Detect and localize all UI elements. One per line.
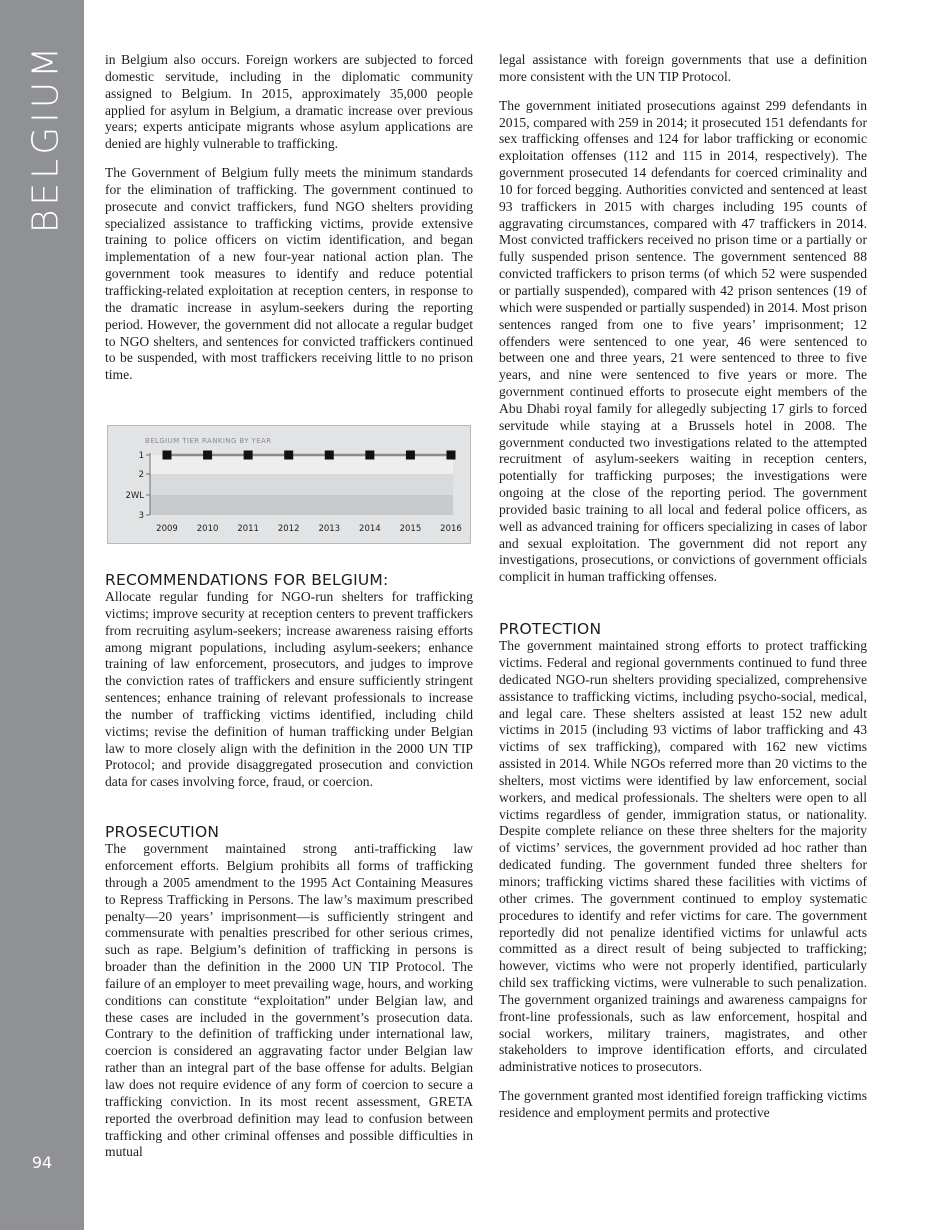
x-tick-label: 2015: [399, 524, 422, 535]
prosecution-paragraph: The government maintained strong anti-trafficking law enforcement efforts. Belgium prohibits all forms of trafficking through a 2005 amendment to the 1995 Act Containing Measures to Repress Trafficking in Persons. The law’s maximum prescribed penalty—20 years’ imprisonment—is sufficiently stringent and commensurate with penalties prescribed for other serious crimes, such as rape. Belgium’s definition of trafficking in persons is broader than the definition in the 2000 UN TIP Protocol. The failure of an employer to meet prevailing wage, hours, and working conditions can constitute “exploitation” under Belgian law, and these cases are included in the government’s prosecution data. Contrary to the definition of trafficking under international law, coercion is considered an aggravating factor under Belgian law rather than an integral part of the base offense for adults. Belgian law does not require evidence of any form of coercion to secure a trafficking conviction. In its most recent assessment, GRETA reported the overbroad definition may lead to confusion between trafficking and other criminal offenses and possible difficulties in mutual: [105, 841, 473, 1160]
right-column: [499, 52, 867, 1134]
x-tick-label: 2011: [237, 524, 259, 535]
y-tick-label: 3: [138, 511, 144, 522]
x-tick-label: 2014: [359, 524, 381, 535]
x-tick-label: 2009: [156, 524, 178, 535]
recommendations-heading: RECOMMENDATIONS FOR BELGIUM:: [105, 571, 389, 590]
prosecution-stats-paragraph: The government initiated prosecutions against 299 defendants in 2015, compared with 259 in 2014; it prosecuted 151 defendants for sex trafficking offenses and 124 for labor trafficking or economic exploitation offenses (112 and 115 in 2014, respectively). The government prosecuted 14 defendants for coerced criminality and 10 for forced begging. Authorities convicted and sentenced at least 93 traffickers in 2015 with charges including 195 counts of aggravating circumstances, compared with 47 traffickers in 2014. Most convicted traffickers received no prison time or a partially or fully suspended prison sentence. The government sentenced 88 convicted traffickers to prison terms (of which 52 were suspended or partially suspended), compared with 42 prison sentences (19 of which were suspended or partially suspended) in 2014. Most prison sentences ranged from one to five years’ imprisonment; 12 offenders were sentenced to one year, 46 were sentenced to between one and three years, 21 were sentenced to three to five years, and nine were sentenced to five years or more. The government continued efforts to prosecute eight members of the Abu Dhabi royal family for allegedly subjecting 17 girls to forced servitude while staying at a Brussels hotel in 2008. The government conducted two investigations related to the attempted recruitment of asylum-seekers waiting in reception centers, potentially for trafficking purposes; the investigations were ongoing at the close of the reporting period. The government provided basic training to all local and federal police officers, as well as advanced training for officers specializing in cases of labor and sexual exploitation. The government did not report any investigations, prosecutions, or convictions of government officials complicit in human trafficking offenses.: [499, 97, 867, 585]
x-tick-label: 2013: [318, 524, 341, 535]
intro-paragraph: in Belgium also occurs. Foreign workers are subjected to forced domestic servitude, including in the diplomatic community assigned to Belgium. In 2015, approximately 35,000 people applied for asylum in Belgium, a dramatic increase over previous years; experts anticipate migrants whose asylum applications are denied are highly vulnerable to trafficking.: [105, 52, 473, 152]
protection-heading: PROTECTION: [499, 620, 602, 639]
chart-title: BELGIUM TIER RANKING BY YEAR: [145, 437, 272, 446]
x-tick-label: 2016: [440, 524, 462, 535]
left-column: [105, 52, 473, 1173]
recommendations-paragraph: Allocate regular funding for NGO-run shelters for trafficking victims; improve security at reception centers to prevent traffickers from recruiting asylum-seekers; increase awareness raising efforts among migrant populations, including asylum-seekers; enhance training of law enforcement, prosecutors, and judges to improve the conviction rates of traffickers and ensure sufficiently stringent sentences; enhance training of relevant professionals to increase the number of trafficking victims identified, including child victims; revise the definition of human trafficking under Belgian law to more closely align with the definition in the 2000 UN TIP Protocol; and provide disaggregated prosecution and conviction data for cases involving force, fraud, or coercion.: [105, 589, 473, 790]
prosecution-heading: PROSECUTION: [105, 823, 220, 842]
data-point: [244, 451, 253, 460]
x-tick-label: 2010: [196, 524, 219, 535]
country-title: BELGIUM: [25, 42, 67, 234]
side-bar: [0, 0, 84, 1230]
data-point: [163, 451, 172, 460]
band-tier-2-2wl: [150, 474, 453, 495]
assessment-paragraph: The Government of Belgium fully meets the minimum standards for the elimination of trafficking. The government continued to prosecute and convict traffickers, fund NGO shelters providing specialized assistance to trafficking victims, provide extensive training to police officers on victim identification, and began implementation of a new four-year national action plan. The government took measures to identify and reduce potential trafficking-related exploitation at reception centers, in response to the dramatic increase in asylum-seekers during the reporting period. However, the government did not allocate a regular budget to NGO shelters, and sentences for convicted traffickers continued to be suspended, with most traffickers receiving little to no prison time.: [105, 165, 473, 383]
tier-ranking-chart: [107, 425, 471, 544]
data-point: [406, 451, 415, 460]
page-number: 94: [31, 1153, 53, 1172]
data-point: [447, 451, 456, 460]
legal-assistance-paragraph: legal assistance with foreign governments that use a definition more consistent with the UN TIP Protocol.: [499, 52, 867, 84]
y-tick-label: 2: [138, 470, 144, 481]
x-tick-label: 2012: [277, 524, 300, 535]
data-point: [365, 451, 374, 460]
data-point: [325, 451, 334, 460]
data-point: [203, 451, 212, 460]
protection-paragraph: The government maintained strong efforts to protect trafficking victims. Federal and regional governments continued to fund three dedicated NGO-run shelters providing specialized, comprehensive assistance to trafficking victims, including psycho-social, medical, and legal care. These shelters assisted at least 152 new adult victims in 2015 (including 93 victims of labor trafficking and 43 victims of sex trafficking), compared with 162 new victims assisted in 2014. While NGOs referred more than 20 victims to the shelters, most victims were identified by law enforcement, social workers, and medical professionals. The shelters were open to all victims regardless of gender, immigration status, or nationality. Despite complete reliance on these three shelters for the majority of victims’ services, the government provided ad hoc rather than dedicated funding. The government funded three shelters for minors; trafficking victims shared these facilities with victims of other crimes. The government continued to employ systematic procedures to identify and refer victims for care. The government reportedly did not penalize identified victims for unlawful acts committed as a direct result of being subjected to trafficking; however, victims who were not properly identified, particularly child sex trafficking victims, were vulnerable to such penalization. The government organized trainings and awareness campaigns for front-line professionals, such as law enforcement, hospital and social workers, military trainers, magistrates, and other stakeholders to improve identification efforts, and circulated administrative notices to prosecutors.: [499, 638, 867, 1075]
tier-ranking-svg: [108, 426, 470, 543]
data-point: [284, 451, 293, 460]
y-tick-label: 1: [138, 451, 144, 462]
band-tier-2wl-3: [150, 495, 453, 515]
permits-paragraph: The government granted most identified foreign trafficking victims residence and employment permits and protective: [499, 1088, 867, 1120]
y-tick-label: 2WL: [125, 491, 144, 502]
